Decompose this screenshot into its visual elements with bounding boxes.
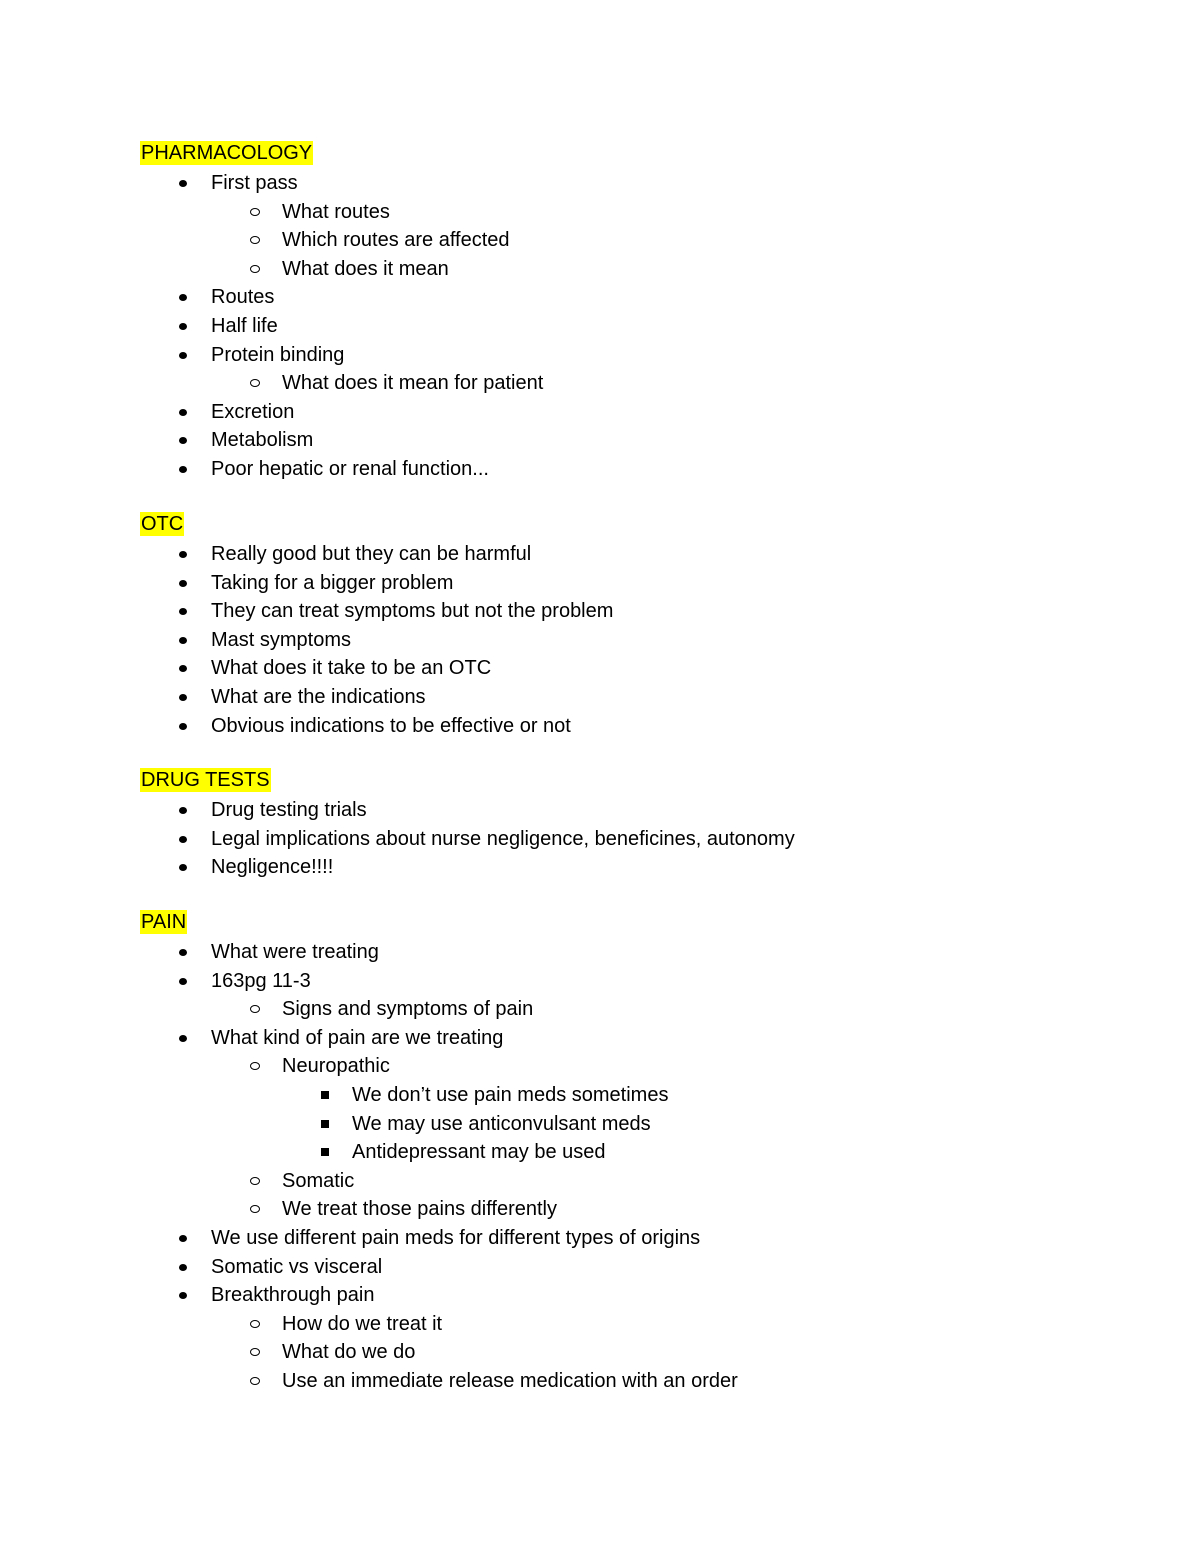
list-item [141, 967, 1141, 996]
disc-bullet-icon [179, 665, 187, 672]
list-item-text: Metabolism [211, 429, 314, 452]
list-item [141, 1081, 1141, 1110]
list-item [141, 1052, 1141, 1081]
section-heading: PAIN [141, 911, 187, 933]
list-item [141, 938, 1141, 967]
list-item [141, 1338, 1141, 1367]
list-item [141, 1195, 1141, 1224]
list-item [141, 569, 1141, 598]
list-item-text: What are the indications [211, 685, 426, 708]
list-item-text: Which routes are affected [282, 229, 510, 252]
disc-bullet-icon [179, 1235, 187, 1242]
disc-bullet-icon [179, 323, 187, 330]
list-item-text: Somatic vs visceral [211, 1255, 383, 1278]
section-pharmacology [141, 141, 1141, 484]
list-item [141, 455, 1141, 484]
circle-bullet-icon [250, 208, 260, 216]
list-item [141, 683, 1141, 712]
circle-bullet-icon [250, 1348, 260, 1356]
list-item-text: How do we treat it [282, 1312, 443, 1335]
disc-bullet-icon [179, 723, 187, 730]
list-item [141, 1138, 1141, 1167]
list-item-text: Taking for a bigger problem [211, 571, 454, 594]
list-item [141, 398, 1141, 427]
section-heading-row [141, 768, 1141, 796]
list-item [141, 226, 1141, 255]
disc-bullet-icon [179, 352, 187, 359]
list-item-text: Half life [211, 314, 278, 337]
disc-bullet-icon [179, 978, 187, 985]
disc-bullet-icon [179, 836, 187, 843]
list-item [141, 597, 1141, 626]
section-heading-row [141, 512, 1141, 540]
disc-bullet-icon [179, 180, 187, 187]
list-item [141, 1024, 1141, 1053]
section-heading-row [141, 910, 1141, 938]
section-otc [141, 512, 1141, 740]
square-bullet-icon [321, 1091, 329, 1099]
section-heading: OTC [141, 513, 184, 535]
list-item [141, 712, 1141, 741]
disc-bullet-icon [179, 694, 187, 701]
circle-bullet-icon [250, 265, 260, 273]
list-item [141, 654, 1141, 683]
list-item-text: Breakthrough pain [211, 1284, 375, 1307]
disc-bullet-icon [179, 1264, 187, 1271]
list-item-text: What routes [282, 200, 390, 223]
list-item-text: Legal implications about nurse negligence, beneficines, autonomy [211, 827, 795, 850]
circle-bullet-icon [250, 1005, 260, 1013]
square-bullet-icon [321, 1148, 329, 1156]
list-item [141, 1110, 1141, 1139]
list-item [141, 1253, 1141, 1282]
list-item [141, 1310, 1141, 1339]
disc-bullet-icon [179, 1035, 187, 1042]
circle-bullet-icon [250, 379, 260, 387]
list-item-text: Somatic [282, 1169, 355, 1192]
list-item-text: What does it mean for patient [282, 372, 544, 395]
list-item [141, 995, 1141, 1024]
list-item [141, 1367, 1141, 1396]
disc-bullet-icon [179, 949, 187, 956]
list-item [141, 426, 1141, 455]
list-item [141, 283, 1141, 312]
section-pain [141, 910, 1141, 1396]
disc-bullet-icon [179, 580, 187, 587]
list-item [141, 825, 1141, 854]
list-item-text: We don’t use pain meds sometimes [352, 1083, 669, 1106]
list-item-text: Mast symptoms [211, 628, 352, 651]
list-item-text: Obvious indications to be effective or not [211, 714, 571, 737]
list-item [141, 626, 1141, 655]
circle-bullet-icon [250, 1320, 260, 1328]
list-item [141, 796, 1141, 825]
list-item [141, 540, 1141, 569]
disc-bullet-icon [179, 637, 187, 644]
list-item-text: What kind of pain are we treating [211, 1026, 504, 1049]
list-item-text: What does it take to be an OTC [211, 657, 492, 680]
list-item [141, 312, 1141, 341]
list-item-text: Use an immediate release medication with an order [282, 1369, 738, 1392]
circle-bullet-icon [250, 1177, 260, 1185]
list-item-text: What were treating [211, 941, 379, 963]
circle-bullet-icon [250, 236, 260, 244]
list-item [141, 341, 1141, 370]
list-item-text: 163pg 11-3 [211, 969, 311, 992]
circle-bullet-icon [250, 1377, 260, 1385]
disc-bullet-icon [179, 437, 187, 444]
disc-bullet-icon [179, 864, 187, 871]
list-item-text: Really good but they can be harmful [211, 543, 532, 565]
list-item-text: Antidepressant may be used [352, 1141, 606, 1164]
list-item-text: First pass [211, 172, 298, 194]
list-item-text: Excretion [211, 400, 295, 423]
square-bullet-icon [321, 1120, 329, 1128]
list-item-text: Negligence!!!! [211, 856, 334, 879]
circle-bullet-icon [250, 1062, 260, 1070]
list-item [141, 255, 1141, 284]
circle-bullet-icon [250, 1205, 260, 1213]
section-heading: PHARMACOLOGY [141, 142, 313, 164]
list-item-text: Routes [211, 286, 275, 309]
list-item [141, 169, 1141, 198]
disc-bullet-icon [179, 807, 187, 814]
list-item-text: We may use anticonvulsant meds [352, 1112, 651, 1135]
list-item-text: Drug testing trials [211, 799, 367, 821]
disc-bullet-icon [179, 294, 187, 301]
list-item [141, 1224, 1141, 1253]
section-drug-tests [141, 768, 1141, 882]
list-item-text: Signs and symptoms of pain [282, 998, 534, 1021]
disc-bullet-icon [179, 608, 187, 615]
list-item-text: What do we do [282, 1341, 416, 1364]
list-item [141, 1281, 1141, 1310]
section-heading-row [141, 141, 1141, 169]
disc-bullet-icon [179, 1292, 187, 1299]
list-item-text: Neuropathic [282, 1055, 390, 1078]
disc-bullet-icon [179, 409, 187, 416]
list-item-text: We use different pain meds for different types of origins [211, 1226, 701, 1249]
list-item-text: Protein binding [211, 343, 345, 366]
list-item-text: Poor hepatic or renal function... [211, 457, 489, 480]
list-item-text: They can treat symptoms but not the problem [211, 600, 614, 623]
list-item-text: We treat those pains differently [282, 1198, 557, 1221]
list-item [141, 853, 1141, 882]
list-item [141, 198, 1141, 227]
list-item-text: What does it mean [282, 257, 449, 280]
list-item [141, 1167, 1141, 1196]
section-heading: DRUG TESTS [141, 769, 270, 791]
disc-bullet-icon [179, 466, 187, 473]
disc-bullet-icon [179, 551, 187, 558]
list-item [141, 369, 1141, 398]
